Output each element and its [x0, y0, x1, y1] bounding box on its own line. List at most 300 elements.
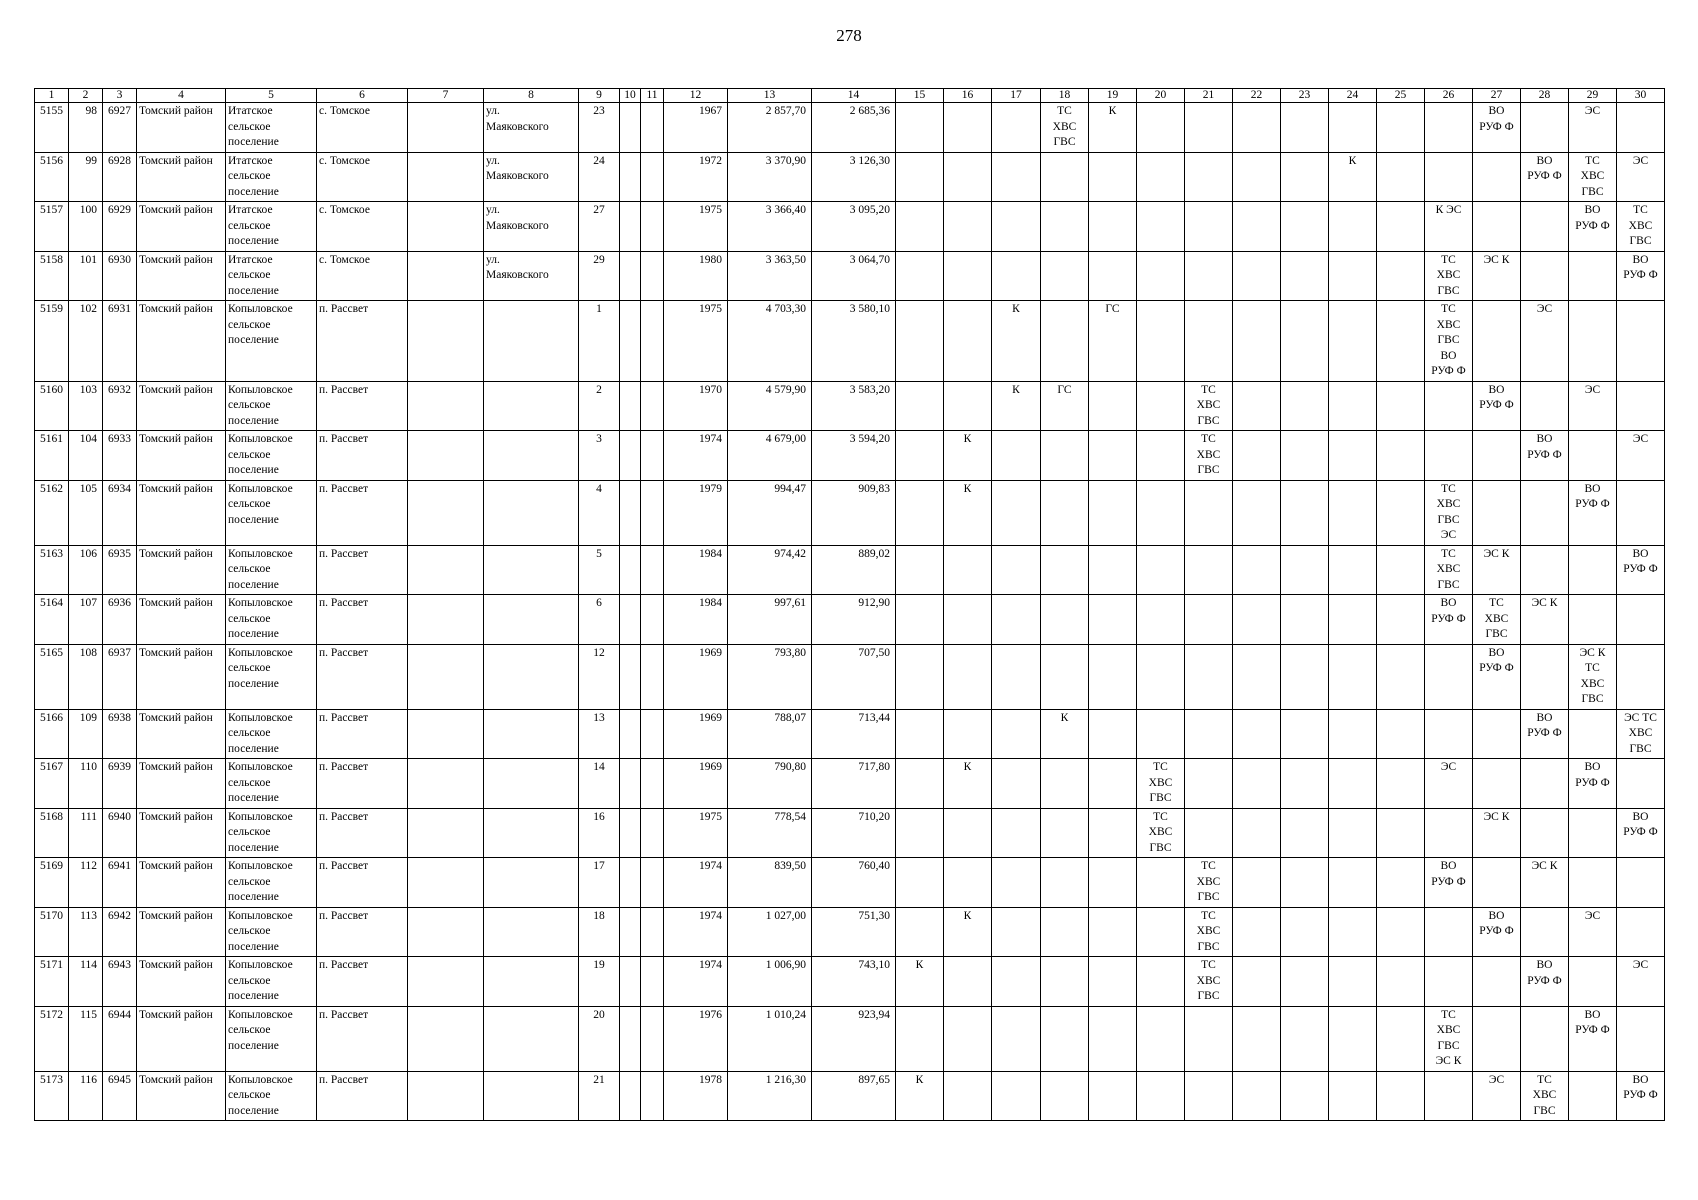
cell-c30: [1617, 644, 1665, 709]
cell-c22: [1233, 152, 1281, 202]
cell-c18: [1041, 759, 1089, 809]
cell-c26: ВО РУФ Ф: [1425, 595, 1473, 645]
cell-c7: [408, 907, 484, 957]
cell-c11: [641, 251, 664, 301]
cell-area_living: 3 064,70: [812, 251, 896, 301]
cell-c17: К: [992, 301, 1041, 382]
cell-c11: [641, 480, 664, 545]
cell-area_living: 710,20: [812, 808, 896, 858]
cell-n2: 109: [69, 709, 103, 759]
cell-c16: К: [944, 759, 992, 809]
cell-n2: 107: [69, 595, 103, 645]
cell-locality: п. Рассвет: [317, 907, 408, 957]
cell-district: Томский район: [137, 381, 226, 431]
column-header-22: 22: [1233, 89, 1281, 103]
cell-c29: ЭС: [1569, 103, 1617, 153]
cell-c11: [641, 545, 664, 595]
cell-locality: с. Томское: [317, 202, 408, 252]
cell-c25: [1377, 381, 1425, 431]
cell-c27: ЭС К: [1473, 545, 1521, 595]
cell-area_total: 790,80: [728, 759, 812, 809]
cell-street: ул. Маяковского: [484, 202, 579, 252]
cell-c30: [1617, 759, 1665, 809]
cell-c23: [1281, 1006, 1329, 1071]
cell-c21: [1185, 1006, 1233, 1071]
cell-area_total: 839,50: [728, 858, 812, 908]
cell-c15: [896, 907, 944, 957]
cell-locality: п. Рассвет: [317, 808, 408, 858]
cell-area_living: 707,50: [812, 644, 896, 709]
cell-c26: ТС ХВС ГВС ЭС К: [1425, 1006, 1473, 1071]
cell-house: 18: [579, 907, 620, 957]
cell-settlement: Копыловское сельское поселение: [226, 480, 317, 545]
cell-district: Томский район: [137, 1006, 226, 1071]
cell-c28: [1521, 644, 1569, 709]
cell-n1: 5171: [35, 957, 69, 1007]
cell-c25: [1377, 957, 1425, 1007]
cell-c17: [992, 907, 1041, 957]
cell-c16: [944, 1006, 992, 1071]
cell-c22: [1233, 858, 1281, 908]
cell-c18: [1041, 152, 1089, 202]
cell-c18: [1041, 907, 1089, 957]
cell-c10: [620, 957, 641, 1007]
table-row: [35, 251, 1665, 301]
cell-c21: [1185, 1071, 1233, 1121]
cell-c19: [1089, 152, 1137, 202]
cell-c30: [1617, 858, 1665, 908]
cell-area_total: 3 366,40: [728, 202, 812, 252]
cell-street: [484, 957, 579, 1007]
cell-c26: [1425, 431, 1473, 481]
cell-area_total: 974,42: [728, 545, 812, 595]
cell-street: [484, 1006, 579, 1071]
cell-c11: [641, 595, 664, 645]
cell-settlement: Копыловское сельское поселение: [226, 431, 317, 481]
cell-locality: п. Рассвет: [317, 644, 408, 709]
cell-c28: ВО РУФ Ф: [1521, 957, 1569, 1007]
cell-n1: 5162: [35, 480, 69, 545]
cell-settlement: Копыловское сельское поселение: [226, 759, 317, 809]
cell-n2: 100: [69, 202, 103, 252]
cell-year: 1984: [664, 595, 728, 645]
cell-c26: К ЭС: [1425, 202, 1473, 252]
cell-c10: [620, 644, 641, 709]
cell-c10: [620, 301, 641, 382]
cell-c25: [1377, 301, 1425, 382]
cell-area_living: 751,30: [812, 907, 896, 957]
cell-c30: ВО РУФ Ф: [1617, 545, 1665, 595]
cell-n3: 6927: [103, 103, 137, 153]
cell-c28: [1521, 759, 1569, 809]
cell-c27: ВО РУФ Ф: [1473, 103, 1521, 153]
cell-locality: п. Рассвет: [317, 1071, 408, 1121]
cell-settlement: Копыловское сельское поселение: [226, 907, 317, 957]
cell-c7: [408, 251, 484, 301]
cell-locality: п. Рассвет: [317, 301, 408, 382]
cell-n1: 5166: [35, 709, 69, 759]
table-row: [35, 595, 1665, 645]
cell-c7: [408, 381, 484, 431]
cell-c19: [1089, 381, 1137, 431]
cell-c16: [944, 202, 992, 252]
cell-locality: с. Томское: [317, 103, 408, 153]
cell-c21: [1185, 202, 1233, 252]
cell-district: Томский район: [137, 858, 226, 908]
cell-area_living: 3 580,10: [812, 301, 896, 382]
cell-n3: 6939: [103, 759, 137, 809]
cell-settlement: Итатское сельское поселение: [226, 202, 317, 252]
cell-c23: [1281, 480, 1329, 545]
cell-settlement: Копыловское сельское поселение: [226, 545, 317, 595]
cell-c22: [1233, 301, 1281, 382]
cell-area_living: 3 126,30: [812, 152, 896, 202]
cell-c16: [944, 301, 992, 382]
column-header-29: 29: [1569, 89, 1617, 103]
cell-c19: [1089, 644, 1137, 709]
cell-locality: с. Томское: [317, 152, 408, 202]
cell-c24: [1329, 251, 1377, 301]
table-row: [35, 202, 1665, 252]
cell-n2: 101: [69, 251, 103, 301]
table-row: [35, 858, 1665, 908]
table-row: [35, 957, 1665, 1007]
cell-c23: [1281, 595, 1329, 645]
cell-c10: [620, 545, 641, 595]
cell-street: ул. Маяковского: [484, 152, 579, 202]
cell-area_total: 1 006,90: [728, 957, 812, 1007]
cell-c11: [641, 759, 664, 809]
cell-c22: [1233, 808, 1281, 858]
cell-house: 19: [579, 957, 620, 1007]
cell-c17: [992, 1071, 1041, 1121]
cell-c10: [620, 431, 641, 481]
column-header-20: 20: [1137, 89, 1185, 103]
cell-c28: ЭС К: [1521, 858, 1569, 908]
cell-n3: 6945: [103, 1071, 137, 1121]
cell-c25: [1377, 1071, 1425, 1121]
cell-c21: [1185, 644, 1233, 709]
cell-house: 2: [579, 381, 620, 431]
cell-n3: 6929: [103, 202, 137, 252]
cell-c29: [1569, 251, 1617, 301]
cell-c15: [896, 644, 944, 709]
cell-c7: [408, 709, 484, 759]
cell-c28: ЭС: [1521, 301, 1569, 382]
column-header-9: 9: [579, 89, 620, 103]
cell-c21: [1185, 709, 1233, 759]
cell-c18: ТС ХВС ГВС: [1041, 103, 1089, 153]
cell-c29: [1569, 431, 1617, 481]
cell-c10: [620, 907, 641, 957]
cell-c29: [1569, 709, 1617, 759]
cell-locality: с. Томское: [317, 251, 408, 301]
cell-c16: К: [944, 480, 992, 545]
cell-c25: [1377, 858, 1425, 908]
cell-c19: ГС: [1089, 301, 1137, 382]
cell-district: Томский район: [137, 152, 226, 202]
cell-c21: [1185, 480, 1233, 545]
cell-c30: [1617, 103, 1665, 153]
cell-area_living: 889,02: [812, 545, 896, 595]
cell-c30: ЭС: [1617, 957, 1665, 1007]
cell-c10: [620, 103, 641, 153]
cell-c18: [1041, 301, 1089, 382]
cell-n1: 5161: [35, 431, 69, 481]
cell-c17: [992, 1006, 1041, 1071]
cell-n3: 6935: [103, 545, 137, 595]
table-row: [35, 152, 1665, 202]
cell-house: 24: [579, 152, 620, 202]
cell-c21: ТС ХВС ГВС: [1185, 381, 1233, 431]
cell-c26: [1425, 1071, 1473, 1121]
cell-c11: [641, 431, 664, 481]
cell-district: Томский район: [137, 907, 226, 957]
cell-c15: [896, 301, 944, 382]
cell-c27: [1473, 431, 1521, 481]
cell-c25: [1377, 907, 1425, 957]
cell-c16: [944, 858, 992, 908]
cell-c26: [1425, 808, 1473, 858]
cell-year: 1969: [664, 759, 728, 809]
cell-c19: [1089, 480, 1137, 545]
cell-house: 14: [579, 759, 620, 809]
cell-c15: [896, 152, 944, 202]
cell-c17: [992, 957, 1041, 1007]
cell-n2: 103: [69, 381, 103, 431]
cell-n2: 114: [69, 957, 103, 1007]
cell-c27: [1473, 152, 1521, 202]
column-header-17: 17: [992, 89, 1041, 103]
cell-c22: [1233, 595, 1281, 645]
column-header-18: 18: [1041, 89, 1089, 103]
column-header-16: 16: [944, 89, 992, 103]
cell-settlement: Копыловское сельское поселение: [226, 709, 317, 759]
cell-area_living: 912,90: [812, 595, 896, 645]
column-header-21: 21: [1185, 89, 1233, 103]
column-header-28: 28: [1521, 89, 1569, 103]
cell-c28: [1521, 202, 1569, 252]
cell-c7: [408, 431, 484, 481]
table-row: [35, 644, 1665, 709]
cell-c25: [1377, 595, 1425, 645]
column-header-2: 2: [69, 89, 103, 103]
cell-c29: [1569, 301, 1617, 382]
cell-area_living: 897,65: [812, 1071, 896, 1121]
column-header-19: 19: [1089, 89, 1137, 103]
cell-area_total: 1 027,00: [728, 907, 812, 957]
cell-c19: [1089, 251, 1137, 301]
cell-c20: [1137, 480, 1185, 545]
cell-c25: [1377, 1006, 1425, 1071]
cell-area_living: 713,44: [812, 709, 896, 759]
cell-c20: [1137, 709, 1185, 759]
cell-c10: [620, 152, 641, 202]
cell-c10: [620, 251, 641, 301]
cell-c11: [641, 858, 664, 908]
cell-c17: [992, 644, 1041, 709]
cell-c11: [641, 709, 664, 759]
column-header-24: 24: [1329, 89, 1377, 103]
cell-c15: [896, 480, 944, 545]
cell-c24: [1329, 595, 1377, 645]
cell-c18: [1041, 858, 1089, 908]
cell-c24: [1329, 545, 1377, 595]
cell-c23: [1281, 431, 1329, 481]
cell-settlement: Итатское сельское поселение: [226, 152, 317, 202]
table-row: [35, 1071, 1665, 1121]
cell-c17: [992, 858, 1041, 908]
cell-district: Томский район: [137, 957, 226, 1007]
cell-c15: [896, 251, 944, 301]
cell-c24: [1329, 202, 1377, 252]
cell-c23: [1281, 808, 1329, 858]
cell-n3: 6934: [103, 480, 137, 545]
cell-c23: [1281, 202, 1329, 252]
cell-c22: [1233, 545, 1281, 595]
cell-c21: [1185, 595, 1233, 645]
cell-n1: 5159: [35, 301, 69, 382]
cell-district: Томский район: [137, 431, 226, 481]
cell-c26: ВО РУФ Ф: [1425, 858, 1473, 908]
cell-c11: [641, 1006, 664, 1071]
cell-n1: 5172: [35, 1006, 69, 1071]
cell-n3: 6931: [103, 301, 137, 382]
cell-n1: 5156: [35, 152, 69, 202]
cell-c20: [1137, 595, 1185, 645]
table-body: [35, 103, 1665, 1121]
cell-n1: 5155: [35, 103, 69, 153]
cell-c29: [1569, 1071, 1617, 1121]
cell-c29: [1569, 858, 1617, 908]
cell-c27: [1473, 709, 1521, 759]
cell-c23: [1281, 957, 1329, 1007]
cell-c28: [1521, 545, 1569, 595]
cell-house: 17: [579, 858, 620, 908]
cell-c20: [1137, 202, 1185, 252]
cell-c22: [1233, 759, 1281, 809]
cell-c16: [944, 1071, 992, 1121]
header-row: [35, 89, 1665, 103]
column-header-5: 5: [226, 89, 317, 103]
cell-c22: [1233, 103, 1281, 153]
cell-c7: [408, 858, 484, 908]
column-header-8: 8: [484, 89, 579, 103]
cell-n3: 6943: [103, 957, 137, 1007]
cell-c15: [896, 759, 944, 809]
column-header-10: 10: [620, 89, 641, 103]
cell-c26: ТС ХВС ГВС: [1425, 251, 1473, 301]
cell-c29: [1569, 808, 1617, 858]
cell-c16: [944, 152, 992, 202]
cell-c16: [944, 709, 992, 759]
cell-c19: [1089, 202, 1137, 252]
cell-c15: [896, 103, 944, 153]
cell-n3: 6932: [103, 381, 137, 431]
cell-settlement: Копыловское сельское поселение: [226, 644, 317, 709]
cell-c20: [1137, 957, 1185, 1007]
cell-c17: [992, 709, 1041, 759]
cell-c17: [992, 808, 1041, 858]
cell-c19: [1089, 808, 1137, 858]
cell-c25: [1377, 103, 1425, 153]
cell-district: Томский район: [137, 545, 226, 595]
cell-c15: [896, 709, 944, 759]
cell-c15: [896, 202, 944, 252]
cell-c21: ТС ХВС ГВС: [1185, 957, 1233, 1007]
cell-c7: [408, 595, 484, 645]
cell-c22: [1233, 381, 1281, 431]
cell-c21: ТС ХВС ГВС: [1185, 858, 1233, 908]
cell-year: 1984: [664, 545, 728, 595]
cell-area_total: 1 010,24: [728, 1006, 812, 1071]
cell-n2: 98: [69, 103, 103, 153]
cell-c28: [1521, 1006, 1569, 1071]
cell-c18: ГС: [1041, 381, 1089, 431]
cell-c21: [1185, 152, 1233, 202]
cell-c7: [408, 545, 484, 595]
table-row: [35, 1006, 1665, 1071]
cell-c24: [1329, 709, 1377, 759]
cell-c26: [1425, 381, 1473, 431]
cell-c19: [1089, 759, 1137, 809]
cell-c19: [1089, 1071, 1137, 1121]
column-header-6: 6: [317, 89, 408, 103]
cell-house: 13: [579, 709, 620, 759]
cell-c22: [1233, 431, 1281, 481]
cell-c20: [1137, 1071, 1185, 1121]
cell-c28: ВО РУФ Ф: [1521, 152, 1569, 202]
cell-c18: [1041, 1006, 1089, 1071]
cell-c25: [1377, 709, 1425, 759]
cell-c30: ТС ХВС ГВС: [1617, 202, 1665, 252]
cell-c21: [1185, 545, 1233, 595]
cell-n2: 105: [69, 480, 103, 545]
column-header-1: 1: [35, 89, 69, 103]
cell-street: [484, 480, 579, 545]
cell-c25: [1377, 202, 1425, 252]
cell-c10: [620, 381, 641, 431]
cell-c15: К: [896, 957, 944, 1007]
cell-district: Томский район: [137, 480, 226, 545]
cell-locality: п. Рассвет: [317, 431, 408, 481]
cell-street: [484, 595, 579, 645]
cell-street: [484, 808, 579, 858]
cell-c23: [1281, 709, 1329, 759]
cell-c20: ТС ХВС ГВС: [1137, 759, 1185, 809]
cell-c15: [896, 858, 944, 908]
cell-c29: ВО РУФ Ф: [1569, 1006, 1617, 1071]
cell-n1: 5169: [35, 858, 69, 908]
cell-c18: К: [1041, 709, 1089, 759]
cell-c7: [408, 644, 484, 709]
table-row: [35, 103, 1665, 153]
cell-year: 1974: [664, 858, 728, 908]
cell-c21: [1185, 251, 1233, 301]
cell-c25: [1377, 480, 1425, 545]
cell-c22: [1233, 1071, 1281, 1121]
cell-c27: ЭС: [1473, 1071, 1521, 1121]
housing-registry-table: [34, 88, 1665, 1121]
cell-c24: [1329, 480, 1377, 545]
cell-c21: [1185, 103, 1233, 153]
cell-c26: [1425, 103, 1473, 153]
cell-c30: [1617, 301, 1665, 382]
cell-c17: [992, 431, 1041, 481]
cell-settlement: Копыловское сельское поселение: [226, 381, 317, 431]
cell-house: 29: [579, 251, 620, 301]
cell-street: [484, 858, 579, 908]
